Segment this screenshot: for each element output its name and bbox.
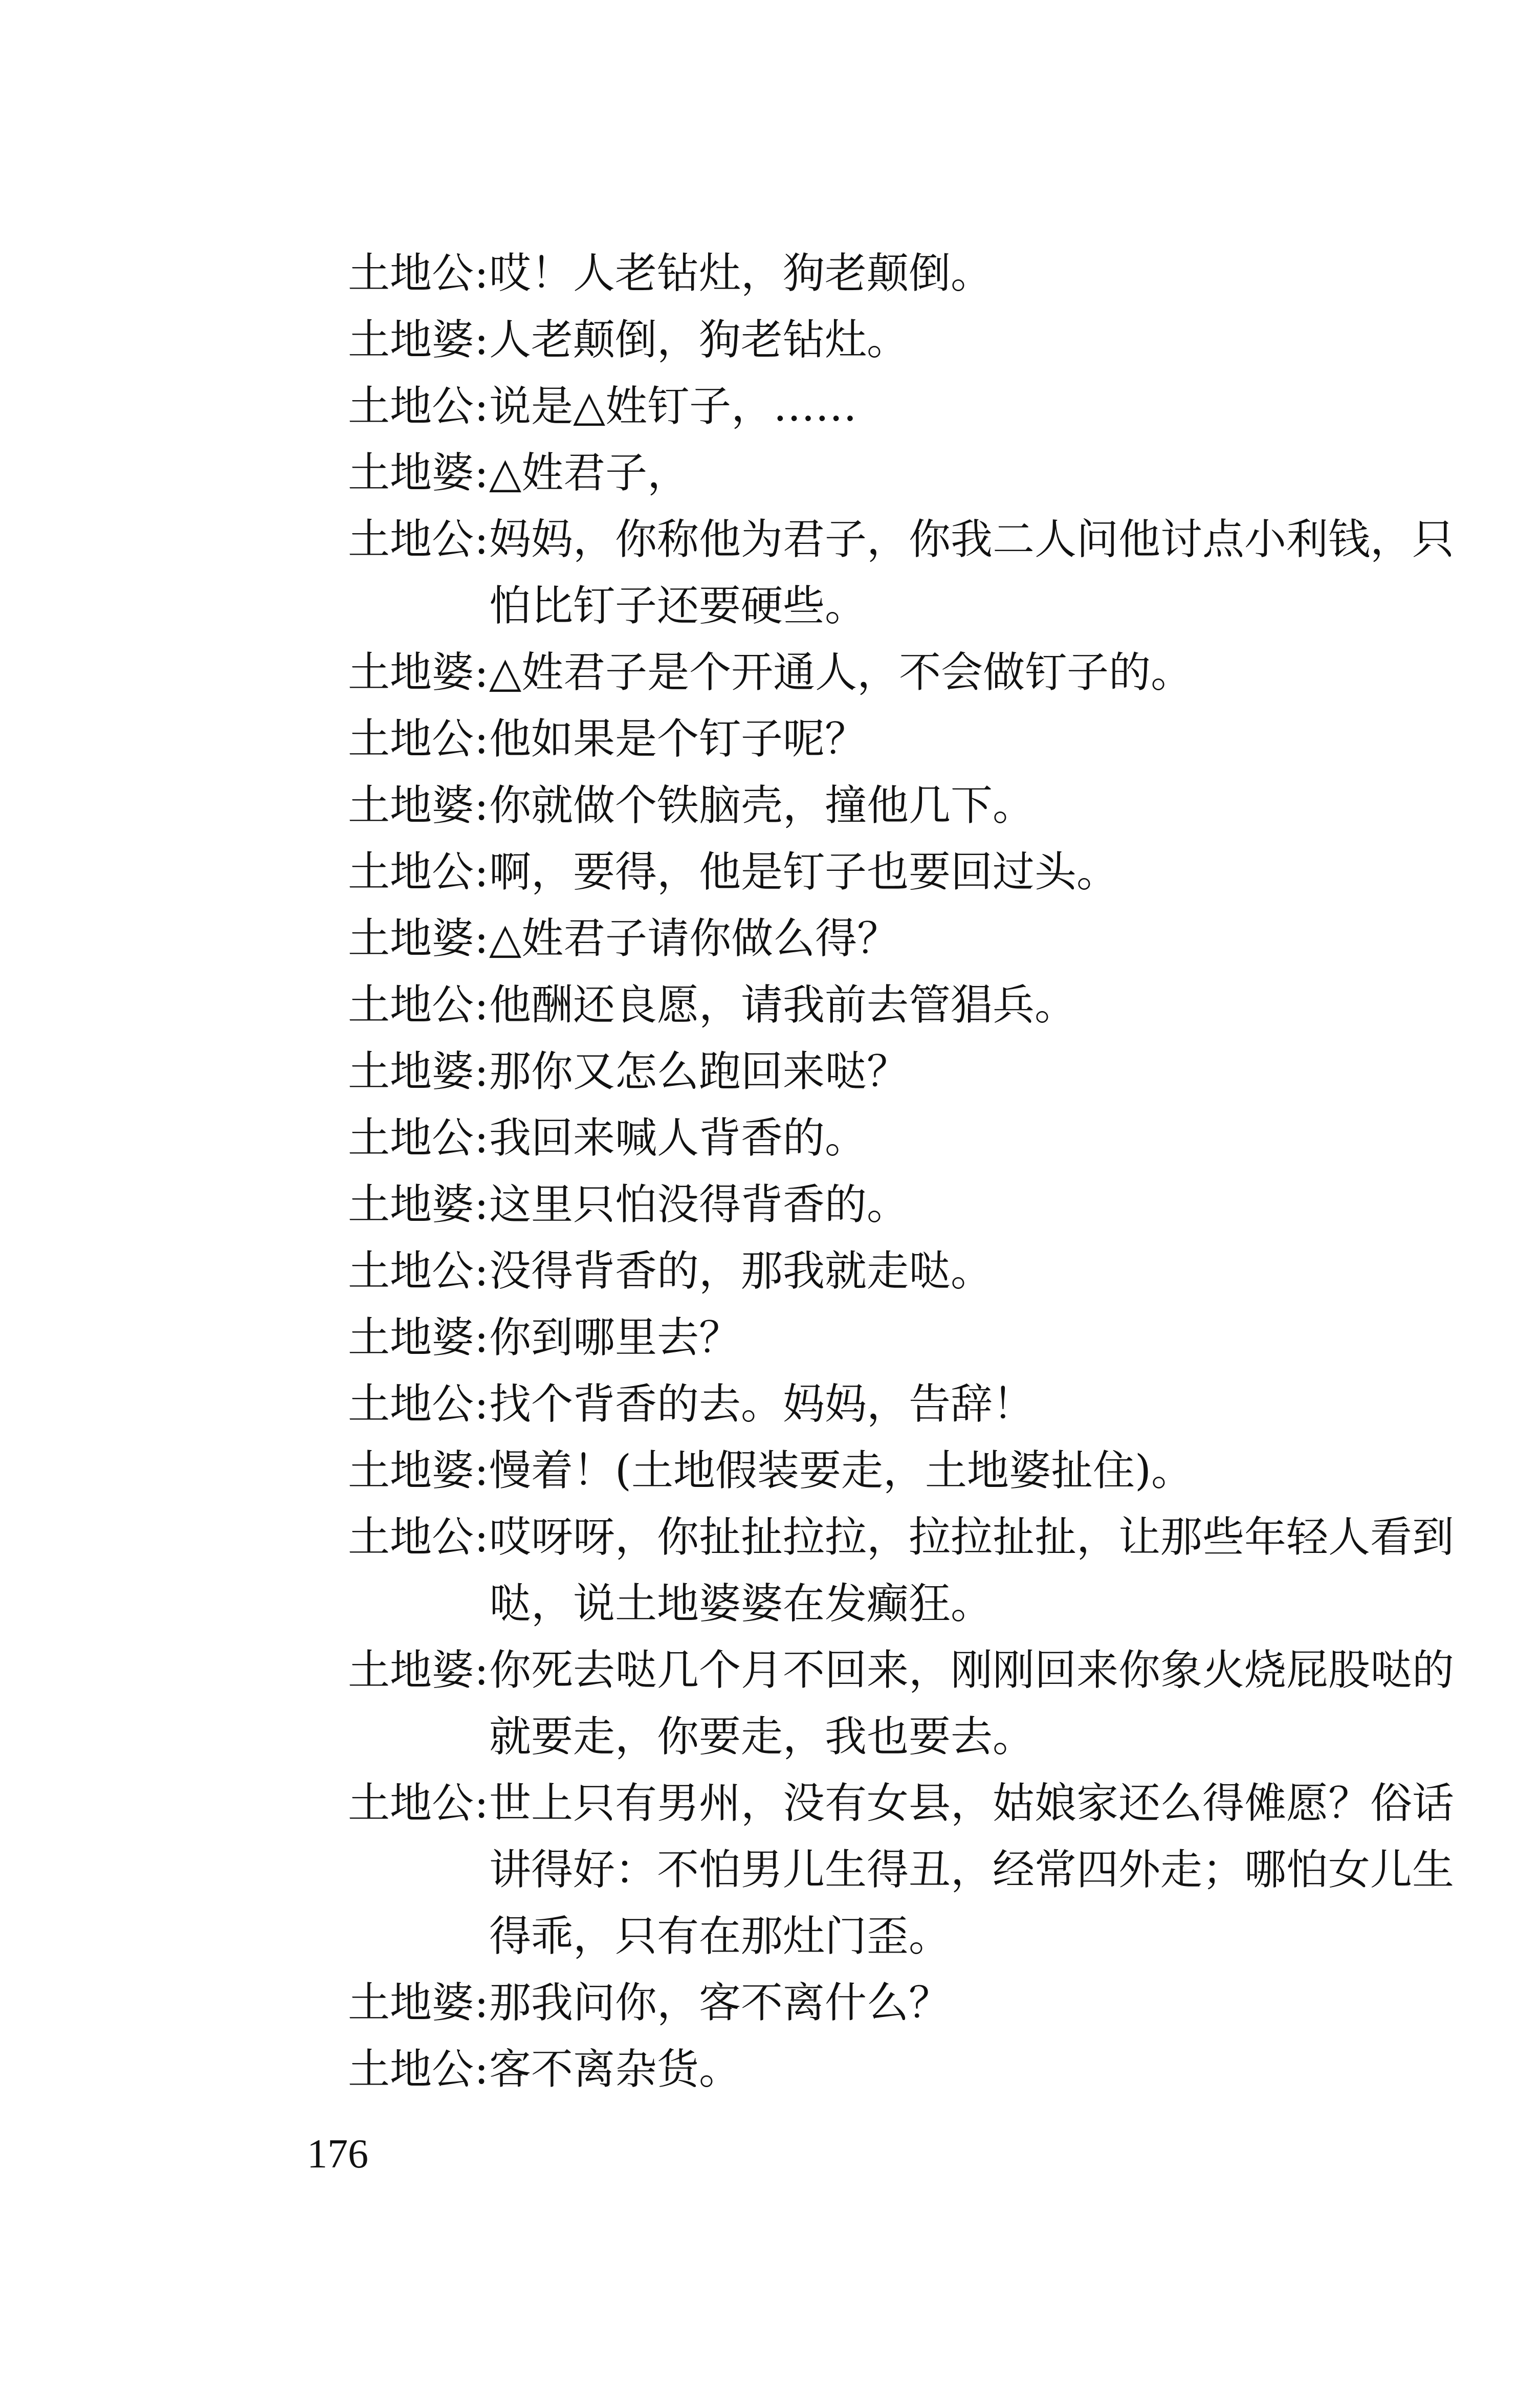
dialogue-text: 他如果是个钉子呢？ [489, 715, 867, 763]
dialogue-line [348, 1970, 1458, 2036]
speaker-name: 土地公 [348, 382, 474, 431]
speaker-colon: : [474, 1313, 489, 1362]
dialogue-text: 哎！人老钻灶，狗老颠倒。 [489, 249, 993, 298]
dialogue-text: 客不离杂货。 [489, 2045, 741, 2094]
speaker-name: 土地婆 [348, 914, 474, 963]
dialogue-text: 人老颠倒，狗老钻灶。 [489, 316, 909, 364]
speaker-colon: : [474, 2045, 489, 2094]
dialogue-text: 那你又怎么跑回来哒？ [489, 1047, 909, 1096]
speaker-name: 土地公 [348, 2045, 474, 2094]
dialogue-text: 世上只有男州，没有女县，姑娘家还么得傩愿？俗话讲得好：不怕男儿生得丑，经常四外走；哪怕女儿生得乖，只有在那灶门歪。 [489, 1779, 1455, 1961]
dialogue-line [348, 1039, 1458, 1105]
dialogue-line [348, 640, 1458, 706]
dialogue-text: 他酬还良愿，请我前去管猖兵。 [489, 981, 1077, 1029]
dialogue-text: 你到哪里去？ [489, 1313, 741, 1362]
speaker-colon: : [474, 1380, 489, 1429]
speaker-colon: : [474, 249, 489, 298]
dialogue-line [348, 1238, 1458, 1305]
speaker-name: 土地婆 [348, 1047, 474, 1096]
page-number: 176 [307, 2132, 368, 2177]
dialogue-line [348, 839, 1458, 906]
speaker-name: 土地公 [348, 1380, 474, 1429]
dialogue-line [348, 440, 1458, 507]
dialogue-line [348, 706, 1458, 773]
dialogue-line [348, 1172, 1458, 1238]
dialogue-line [348, 906, 1458, 972]
dialogue-line [348, 507, 1458, 640]
dialogue-text: 啊，要得，他是钉子也要回过头。 [489, 848, 1119, 896]
dialogue-text: 找个背香的去。妈妈，告辞！ [489, 1380, 1035, 1429]
speaker-colon: : [474, 449, 489, 497]
speaker-name: 土地公 [348, 981, 474, 1029]
dialogue-text: △姓君子， [489, 449, 690, 497]
speaker-name: 土地公 [348, 848, 474, 896]
dialogue-line [348, 773, 1458, 839]
dialogue-line [348, 1504, 1458, 1637]
speaker-colon: : [474, 781, 489, 830]
speaker-colon: : [474, 382, 489, 431]
speaker-colon: : [474, 981, 489, 1029]
dialogue-block [348, 240, 1458, 2103]
speaker-colon: : [474, 1779, 489, 1828]
dialogue-line [348, 1770, 1458, 1970]
dialogue-text: 这里只怕没得背香的。 [489, 1180, 909, 1229]
dialogue-text: 哎呀呀，你扯扯拉拉，拉拉扯扯，让那些年轻人看到哒，说土地婆婆在发癫狂。 [489, 1513, 1455, 1628]
speaker-colon: : [474, 848, 489, 896]
dialogue-line [348, 1637, 1458, 1770]
speaker-name: 土地婆 [348, 449, 474, 497]
speaker-colon: : [474, 1646, 489, 1695]
speaker-name: 土地公 [348, 1114, 474, 1163]
dialogue-text: 你就做个铁脑壳，撞他几下。 [489, 781, 1035, 830]
speaker-name: 土地婆 [348, 1313, 474, 1362]
speaker-colon: : [474, 515, 489, 564]
dialogue-text: 妈妈，你称他为君子，你我二人问他讨点小利钱，只怕比钉子还要硬些。 [489, 515, 1455, 630]
dialogue-line [348, 1371, 1458, 1438]
speaker-colon: : [474, 1247, 489, 1296]
dialogue-text: 你死去哒几个月不回来，刚刚回来你象火烧屁股哒的就要走，你要走，我也要去。 [489, 1646, 1455, 1761]
speaker-name: 土地婆 [348, 781, 474, 830]
speaker-colon: : [474, 715, 489, 763]
dialogue-line [348, 374, 1458, 440]
dialogue-line [348, 2036, 1458, 2103]
dialogue-text: 没得背香的，那我就走哒。 [489, 1247, 993, 1296]
speaker-colon: : [474, 1446, 489, 1495]
speaker-name: 土地婆 [348, 1446, 474, 1495]
speaker-name: 土地婆 [348, 648, 474, 697]
dialogue-text: △姓君子请你做么得？ [489, 914, 899, 963]
dialogue-text: 那我问你，客不离什么？ [489, 1979, 951, 2027]
dialogue-text: △姓君子是个开通人，不会做钉子的。 [489, 648, 1193, 697]
dialogue-text: 说是△姓钉子，…… [489, 382, 857, 431]
speaker-name: 土地公 [348, 715, 474, 763]
speaker-name: 土地公 [348, 1513, 474, 1562]
speaker-colon: : [474, 316, 489, 364]
speaker-colon: : [474, 1513, 489, 1562]
dialogue-line [348, 240, 1458, 307]
speaker-colon: : [474, 1047, 489, 1096]
speaker-colon: : [474, 1180, 489, 1229]
speaker-colon: : [474, 1979, 489, 2027]
speaker-name: 土地婆 [348, 1979, 474, 2027]
speaker-name: 土地婆 [348, 1180, 474, 1229]
dialogue-line [348, 972, 1458, 1039]
dialogue-line [348, 1105, 1458, 1172]
speaker-name: 土地公 [348, 515, 474, 564]
speaker-name: 土地婆 [348, 316, 474, 364]
speaker-name: 土地公 [348, 249, 474, 298]
speaker-name: 土地公 [348, 1247, 474, 1296]
speaker-colon: : [474, 1114, 489, 1163]
dialogue-text: 慢着！(土地假装要走，土地婆扯住)。 [489, 1446, 1193, 1495]
dialogue-text: 我回来喊人背香的。 [489, 1114, 867, 1163]
speaker-colon: : [474, 648, 489, 697]
speaker-name: 土地婆 [348, 1646, 474, 1695]
dialogue-line [348, 1438, 1458, 1504]
dialogue-line [348, 307, 1458, 374]
speaker-name: 土地公 [348, 1779, 474, 1828]
speaker-colon: : [474, 914, 489, 963]
dialogue-line [348, 1305, 1458, 1371]
